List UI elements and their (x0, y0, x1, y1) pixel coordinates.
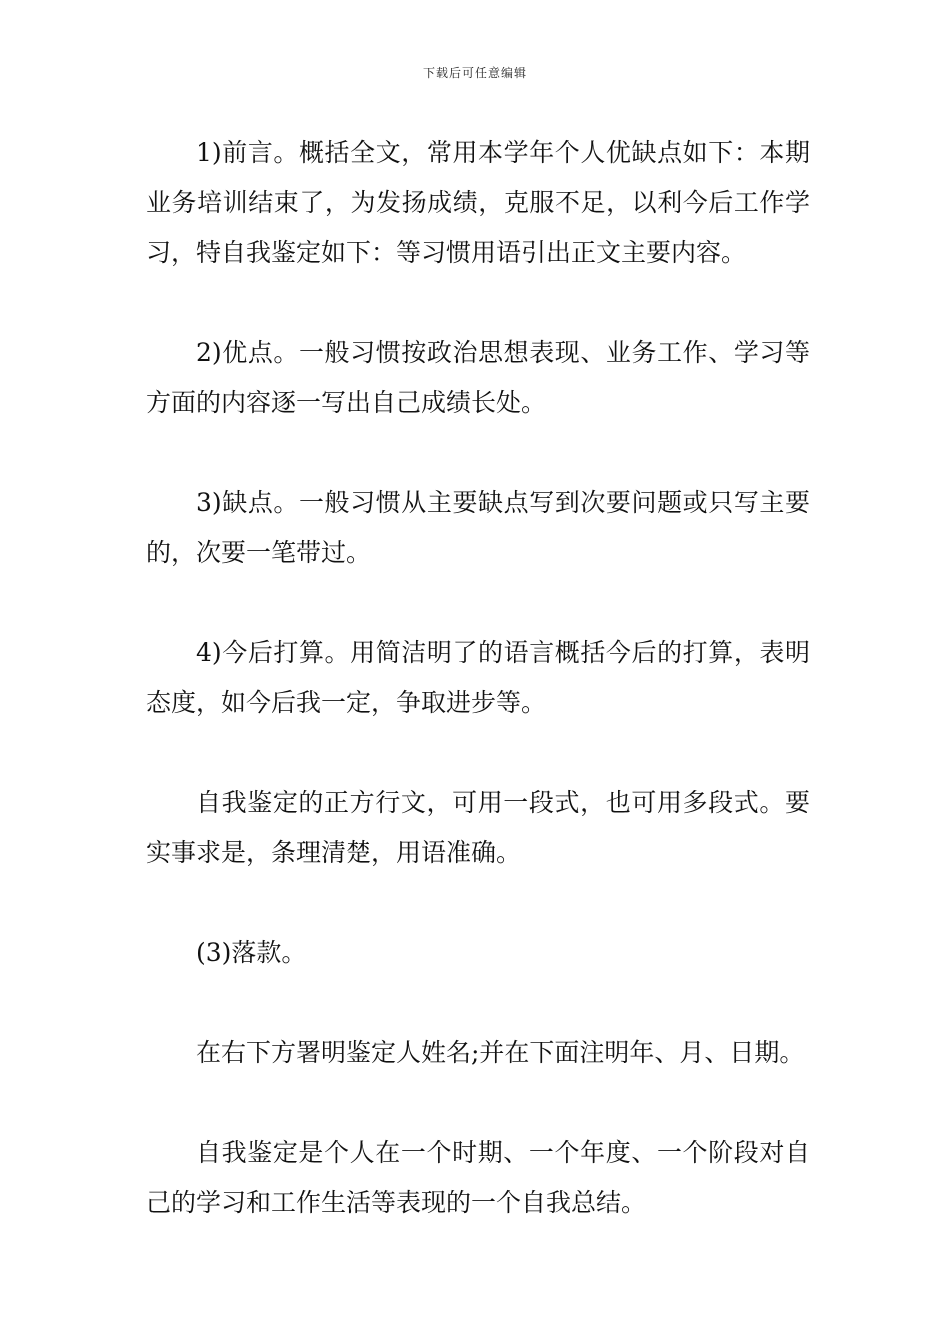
paragraph-signature-instructions: 在右下方署明鉴定人姓名;并在下面注明年、月、日期。 (196, 1038, 805, 1067)
paragraph-body-format: 自我鉴定的正方行文，可用一段式，也可用多段式。要实事求是，条理清楚，用语准确。 (146, 788, 810, 867)
paragraph-signature-heading: (3)落款。 (196, 938, 307, 967)
paragraph-definition: 自我鉴定是个人在一个时期、一个年度、一个阶段对自己的学习和工作生活等表现的一个自我总结。 (146, 1138, 810, 1217)
paragraph-future-plans: 4)今后打算。用简洁明了的语言概括今后的打算，表明态度，如今后我一定，争取进步等。 (146, 638, 810, 717)
paragraph-strengths: 2)优点。一般习惯按政治思想表现、业务工作、学习等方面的内容逐一写出自己成绩长处。 (146, 338, 810, 417)
paragraph-weaknesses: 3)缺点。一般习惯从主要缺点写到次要问题或只写主要的，次要一笔带过。 (146, 488, 810, 567)
document-body (146, 128, 810, 1228)
page-header: 下载后可任意编辑 (422, 66, 527, 80)
paragraph-preface: 1)前言。概括全文，常用本学年个人优缺点如下：本期业务培训结束了，为发扬成绩，克服不足，以利今后工作学习，特自我鉴定如下：等习惯用语引出正文主要内容。 (146, 138, 810, 267)
